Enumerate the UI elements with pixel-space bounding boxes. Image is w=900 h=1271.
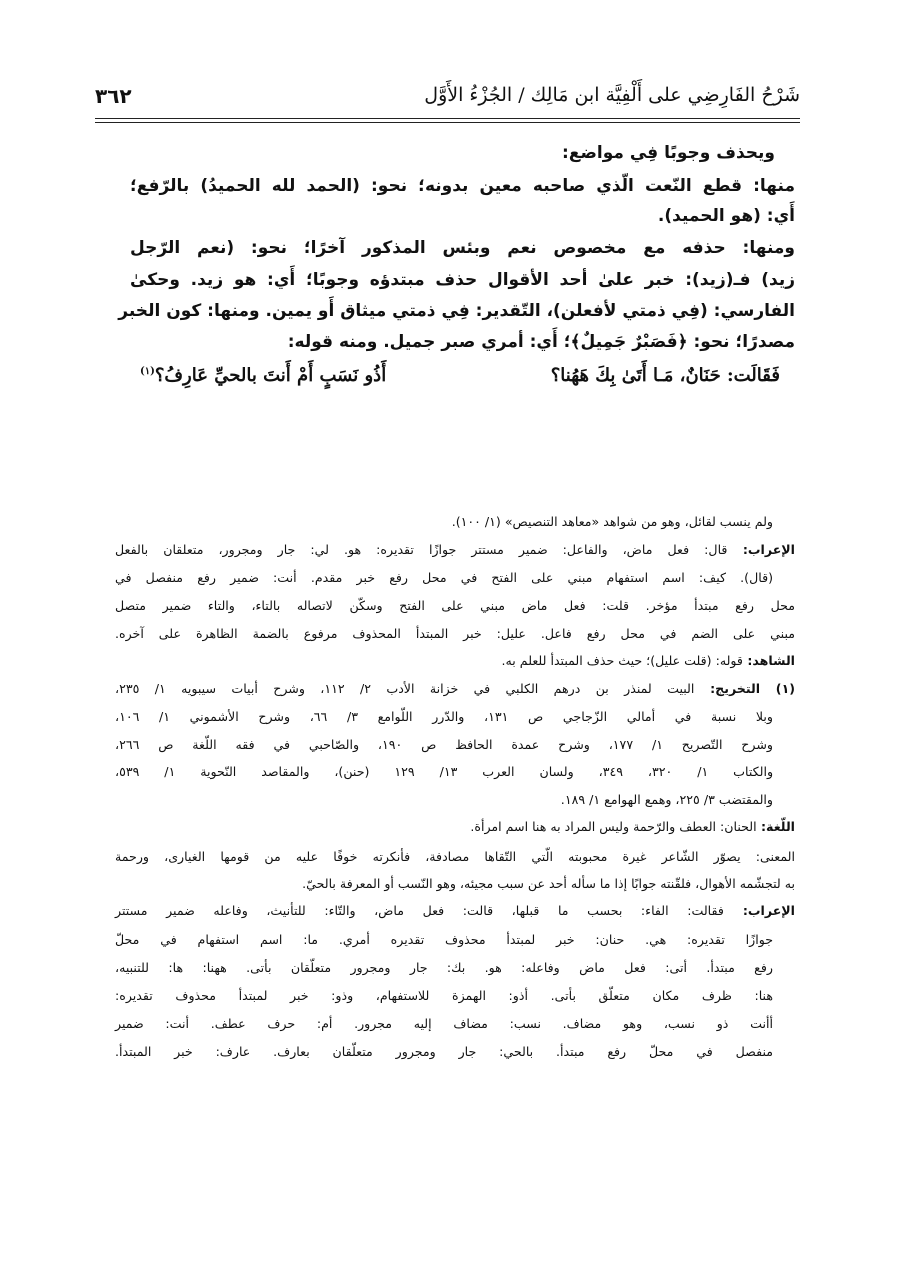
main-text-line: الفارسي: (فِي ذمتي لأفعلن)، التّقدير: فِي ذمتي ميثاق أَو يمين. ومنها: كون الخبر [118,301,795,321]
footnote-line [115,737,773,752]
footnote-line [115,932,773,947]
header-rule-thin [95,122,800,123]
footnote-text: قال: فعل ماض، والفاعل: ضمير مستتر جوازًا تقديره: هو. لي: جار ومجرور، متعلقان بالفعل [115,542,728,557]
footnote-line [115,598,795,613]
footnote-text: هنا: ظرف مكان متعلّق بأتى. أذو: الهمزة للاستفهام، وذو: خبر لمبتدأ محذوف تقديره: [115,988,773,1003]
footnote-label: الإعراب: [723,903,795,918]
footnote-line [115,849,795,864]
footnote-text: أأنت ذو نسب، وهو مضاف. نسب: مضاف إليه مجرور. أم: حرف عطف. أنت: ضمير [115,1016,773,1031]
footnote-text: الحنان: العطف والرّحمة وليس المراد به هنا اسم امرأة. [470,819,757,834]
footnote-line [115,988,773,1003]
main-text-line: ومنها: حذفه مع مخصوص نعم وبئس المذكور آخرًا؛ نحو: (نعم الرّجل [130,238,795,258]
main-text-line: زيد) فـ(زيد): خبر علىٰ أحد الأقوال حذف مبتدؤه وجوبًا؛ أَي: هو زيد. وحكىٰ [130,270,795,290]
main-text-line: ويحذف وجوبًا فِي مواضع: [562,143,775,163]
footnote-line [115,653,795,668]
main-text-line: مصدرًا؛ نحو: ﴿فَصَبْرٌ جَمِيلٌ﴾؛ أَي: أمري صبر جميل. ومنه قوله: [287,332,795,352]
footnote-text: والكتاب ١/ ٣٢٠، ٣٤٩، ولسان العرب ١٣/ ١٢٩ (حنن)، والمقاصد النّحوية ١/ ٥٣٩، [115,764,774,779]
footnote-line [115,681,795,696]
footnote-ref: (١) [140,366,155,377]
footnote-text: به لتجشّمه الأهوال، فلقّنته جوابًا إذا ما سأله أحد عن سبب مجيئه، وهو النّسب أو المعرفة بالحيّ. [302,876,795,891]
footnote-line [115,764,773,779]
footnote-text: (قال). كيف: اسم استفهام مبني على الفتح في محل رفع خبر مقدم. أنت: ضمير رفع منفصل في [115,570,773,585]
footnote-text: رفع مبتدأ. أتى: فعل ماض وفاعله: هو. بك: جار ومجرور متعلّقان بأتى. ههنا: ها: للتنبيه، [115,960,773,975]
footnote-text: ولم ينسب لقائل، وهو من شواهد «معاهد التنصيص» (١/ ١٠٠). [451,514,773,529]
running-header [95,80,800,116]
verse-second-hemistich [140,365,386,386]
footnote-label: اللّغة: [756,819,795,834]
footnote-text: المعنى: يصوّر الشّاعر غيرة محبوبته الّتي التّقاها مصادفة، فأنكرته خوفًا عليه من قومها الغيارى، ورحمة [115,849,795,864]
verse-first-hemistich: فَقَالَت: حَنَانٌ، مَـا أَتَىٰ بِكَ هَهُنا؟ [550,365,780,386]
footnote-line [115,626,795,641]
header-rule [95,118,800,119]
footnote-text: مبني على الضم في محل رفع فاعل. عليل: خبر المبتدأ المحذوف مرفوع بالضمة الظاهرة على آخره. [115,626,795,641]
footnote-text: محل رفع مبتدأ مؤخر. قلت: فعل ماض مبني على الفتح وسكّن لاتصاله بالتاء، والتاء ضمير متصل [115,598,795,613]
footnote-label: (١) التخريج: [694,681,796,696]
footnote-line [115,709,773,724]
footnote-line [115,514,773,529]
footnote-line [115,960,773,975]
footnote-line [115,1016,773,1031]
verse-second-text: أَذُو نَسَبٍ أَمْ أَنتَ بالحيِّ عَارِفُ؟ [154,365,387,386]
footnote-line [115,792,773,807]
footnote-text: قوله: (قلت عليل)؛ حيث حذف المبتدأ للعلم به. [501,653,743,668]
main-text-line: منها: قطع النّعت الّذي صاحبه معين بدونه؛ نحو: (الحمد لله الحميدُ) بالرّفع؛ [130,176,795,196]
footnote-line [115,876,795,891]
footnote-line [115,542,795,557]
footnote-text: فقالت: الفاء: بحسب ما قبلها، قالت: فعل ماض، والتّاء: للتأنيث، وفاعله ضمير مستتر [115,903,724,918]
footnote-line [115,819,795,834]
footnote-label: الشاهد: [742,653,795,668]
footnote-text: وشرح التّصريح ١/ ١٧٧، وشرح عمدة الحافظ ص ١٩٠، والصّاحبي في فقه اللّغة ص ٢٦٦، [115,737,773,752]
footnote-text: منفصل في محلّ رفع مبتدأ. بالحي: جار ومجرور متعلّقان بعارف. عارف: خبر المبتدأ. [115,1044,773,1059]
footnote-text: وبلا نسبة في أمالي الزّجاجي ص ١٣١، والدّرر اللّوامع ٣/ ٦٦، وشرح الأشموني ١/ ١٠٦، [115,709,774,724]
footnote-text: جوازًا تقديره: هي. حنان: خبر لمبتدأ محذوف تقديره أمري. ما: اسم استفهام في محلّ [115,932,773,947]
main-text-line: أَي: (هو الحميد). [657,206,795,226]
book-title: شَرْحُ الفَارِضِي على أَلْفِيَّة ابن مَالِك / الجُزْءُ الأَوَّل [424,84,800,106]
footnote-line [115,570,773,585]
footnote-text: البيت لمنذر بن درهم الكلبي في خزانة الأدب ٢/ ١١٢، وشرح أبيات سيبويه ١/ ٢٣٥، [115,681,695,696]
page-number: ٣٦٢ [95,84,132,108]
footnote-line [115,1044,773,1059]
footnote-label: الإعراب: [727,542,795,557]
footnote-line [115,903,795,918]
footnote-text: والمقتضب ٣/ ٢٢٥، وهمع الهوامع ١/ ١٨٩. [560,792,773,807]
